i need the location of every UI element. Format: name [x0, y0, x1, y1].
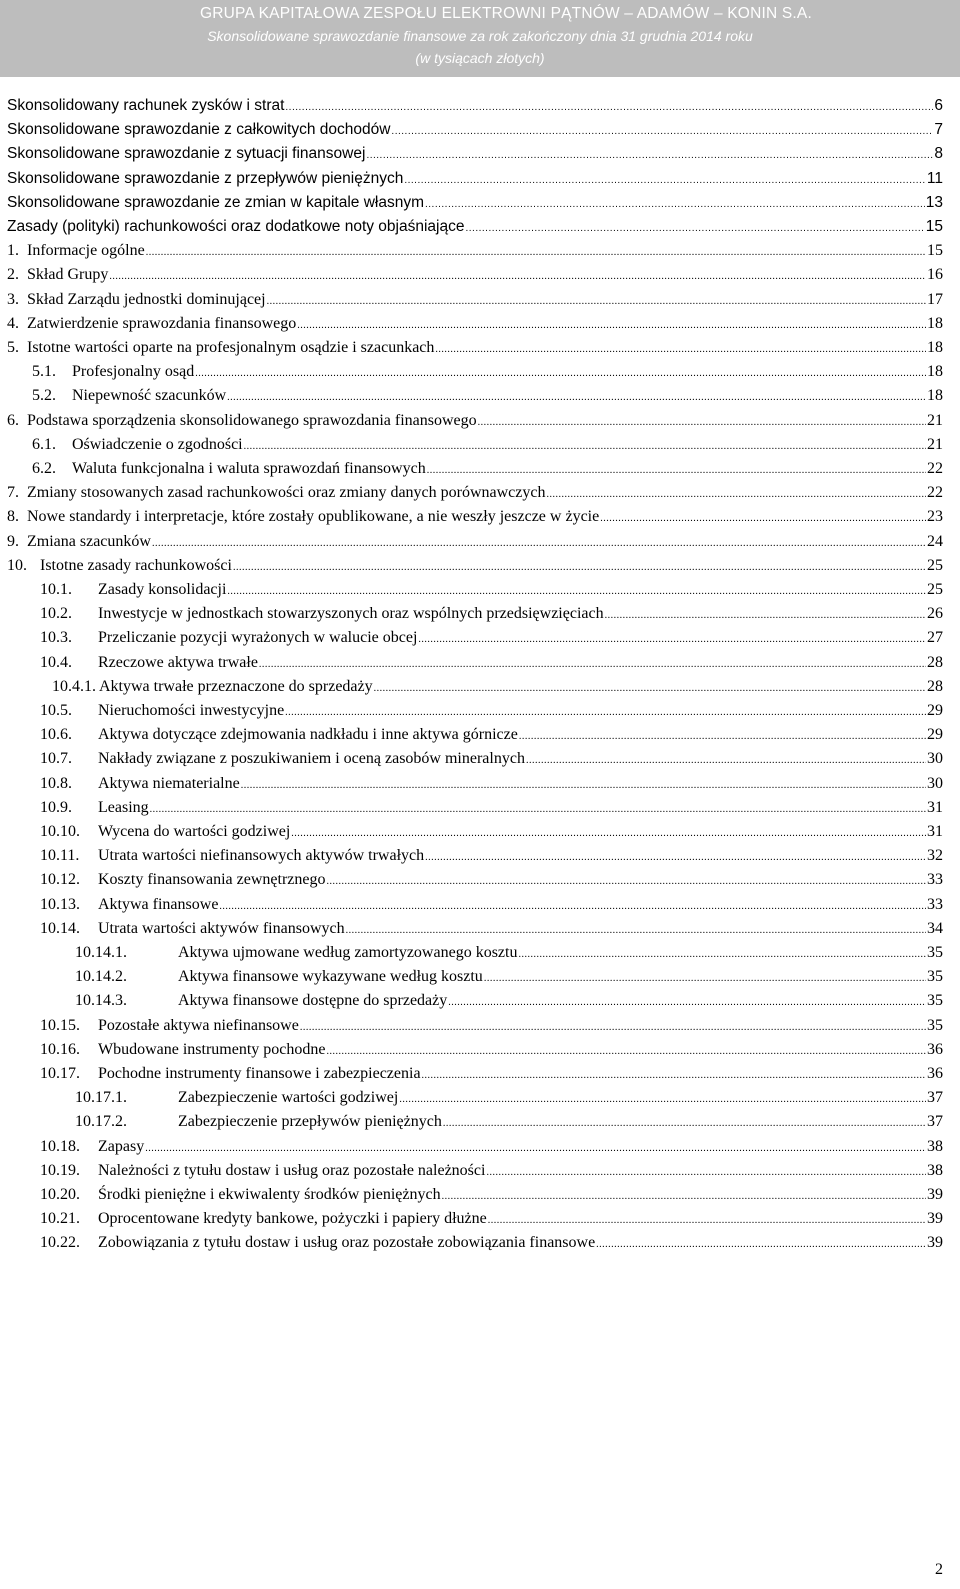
- dot-leader: [422, 1064, 926, 1088]
- toc-entry-number: 10.14.: [40, 919, 80, 937]
- toc-entry-page: 11: [926, 169, 943, 187]
- toc-entry[interactable]: [7, 239, 943, 263]
- toc-entry-title: Pozostałe aktywa niefinansowe: [98, 1016, 299, 1034]
- dot-leader: [300, 1016, 926, 1040]
- units-note: (w tysiącach złotych): [415, 50, 545, 66]
- dot-leader: [285, 96, 933, 120]
- dot-leader: [327, 1040, 927, 1064]
- toc-entry-number: 10.20.: [40, 1186, 80, 1203]
- toc-entry[interactable]: [40, 602, 943, 626]
- toc-entry[interactable]: [40, 578, 943, 602]
- toc-entry[interactable]: [7, 505, 943, 529]
- toc-entry-title: Waluta funkcjonalna i waluta sprawozdań finansowych: [72, 460, 426, 477]
- toc-entry-page: 21: [927, 435, 943, 453]
- toc-entry-page: 30: [927, 774, 943, 792]
- toc-entry-number: 10.17.1.: [75, 1089, 127, 1107]
- toc-entry-title: Skonsolidowane sprawozdanie z sytuacji finansowej: [7, 145, 366, 163]
- dot-leader: [241, 774, 926, 798]
- dot-leader: [442, 1185, 926, 1209]
- toc-entry-title: Pochodne instrumenty finansowe i zabezpieczenia: [98, 1065, 421, 1082]
- toc-entry-page: 21: [927, 411, 943, 429]
- toc-entry[interactable]: [40, 893, 943, 917]
- toc-entry-page: 18: [927, 314, 943, 332]
- toc-entry[interactable]: [40, 1038, 943, 1062]
- toc-entry-title: Aktywa finansowe: [98, 895, 219, 913]
- dot-leader: [152, 532, 926, 556]
- toc-entry-page: 16: [927, 266, 943, 284]
- toc-entry[interactable]: [75, 965, 943, 989]
- toc-entry-number: 10.22.: [40, 1234, 80, 1252]
- toc-entry-number: 3.: [7, 290, 19, 308]
- toc-entry[interactable]: [32, 457, 943, 481]
- toc-entry[interactable]: [40, 699, 943, 723]
- toc-entry-number: 10.9.: [40, 798, 72, 816]
- toc-entry-number: 6.2.: [32, 460, 56, 477]
- toc-entry-title: Skonsolidowane sprawozdanie z przepływów pieniężnych: [7, 169, 404, 187]
- toc-entry[interactable]: [7, 263, 943, 287]
- toc-entry-title: Wbudowane instrumenty pochodne: [98, 1040, 326, 1058]
- toc-entry[interactable]: [52, 675, 943, 699]
- toc-entry-number: 10.14.3.: [75, 992, 127, 1010]
- toc-entry[interactable]: [7, 142, 943, 166]
- toc-entry-page: 33: [927, 871, 943, 889]
- toc-entry-title: Istotne zasady rachunkowości: [40, 556, 232, 574]
- toc-entry-page: 29: [927, 726, 943, 744]
- dot-leader: [399, 1088, 926, 1112]
- toc-entry-title: Nowe standardy i interpretacje, które zostały opublikowane, a nie weszły jeszcze w życie: [27, 508, 600, 526]
- toc-entry-page: 35: [927, 944, 943, 961]
- toc-entry[interactable]: [40, 1135, 943, 1159]
- toc-entry-page: 7: [934, 121, 943, 139]
- dot-leader: [391, 120, 933, 144]
- toc-entry[interactable]: [75, 989, 943, 1013]
- toc-entry-number: 10.21.: [40, 1210, 80, 1228]
- toc-entry[interactable]: [40, 1183, 943, 1207]
- toc-entry-title: Aktywa finansowe dostępne do sprzedaży: [178, 992, 448, 1010]
- company-name: GRUPA KAPITAŁOWA ZESPOŁU ELEKTROWNI PĄTNÓW – ADAMÓW – KONIN S.A.: [200, 5, 812, 22]
- dot-leader: [227, 386, 926, 410]
- toc-entry[interactable]: [40, 1231, 943, 1255]
- toc-entry-page: 13: [925, 193, 943, 211]
- dot-leader: [466, 217, 925, 241]
- dot-leader: [518, 943, 926, 967]
- toc-entry-page: 37: [927, 1089, 943, 1107]
- toc-entry-number: 5.2.: [32, 387, 56, 405]
- dot-leader: [195, 362, 926, 386]
- toc-entry-title: Aktywa niematerialne: [98, 774, 240, 792]
- toc-entry-number: 6.1.: [32, 435, 56, 453]
- toc-entry[interactable]: [7, 481, 943, 505]
- toc-entry-page: 32: [927, 847, 943, 865]
- toc-entry-page: 6: [934, 97, 943, 114]
- toc-entry-number: 10.14.2.: [75, 968, 127, 986]
- toc-entry-number: 10.18.: [40, 1137, 80, 1155]
- toc-entry[interactable]: [75, 1086, 943, 1110]
- toc-entry-page: 35: [927, 992, 943, 1010]
- toc-entry-title: Nieruchomości inwestycyjne: [98, 702, 285, 719]
- toc-entry-title: Inwestycje w jednostkach stowarzyszonych oraz wspólnych przedsięwzięciach: [98, 605, 604, 623]
- toc-entry-number: 10.12.: [40, 871, 80, 889]
- dot-leader: [145, 1137, 926, 1161]
- toc-entry-page: 29: [927, 702, 943, 719]
- toc-entry[interactable]: [40, 820, 943, 844]
- toc-entry[interactable]: [40, 1159, 943, 1183]
- toc-entry-title: Przeliczanie pozycji wyrażonych w walucie obcej: [98, 629, 418, 647]
- toc-entry-title: Nakłady związane z poszukiwaniem i oceną zasobów mineralnych: [98, 750, 525, 768]
- toc-entry[interactable]: [7, 118, 943, 142]
- dot-leader: [374, 677, 926, 701]
- toc-entry-number: 10.4.: [40, 653, 72, 671]
- toc-entry-page: 38: [927, 1161, 943, 1179]
- toc-entry-number: 10.1.: [40, 581, 72, 598]
- toc-entry-page: 35: [927, 1016, 943, 1034]
- toc-entry[interactable]: [7, 167, 943, 191]
- toc-entry-page: 30: [927, 750, 943, 768]
- dot-leader: [486, 1161, 926, 1185]
- dot-leader: [291, 822, 926, 846]
- toc-entry-page: 31: [927, 798, 943, 816]
- toc-entry-number: 10.11.: [40, 847, 80, 865]
- toc-entry-title: Aktywa ujmowane według zamortyzowanego kosztu: [178, 944, 518, 961]
- dot-leader: [244, 435, 926, 459]
- toc-entry-page: 38: [927, 1137, 943, 1155]
- toc-entry-page: 31: [927, 823, 943, 840]
- dot-leader: [227, 580, 926, 604]
- dot-leader: [259, 653, 926, 677]
- toc-entry-number: 7.: [7, 484, 19, 502]
- toc-entry[interactable]: [7, 312, 943, 336]
- toc-entry-number: 10.17.2.: [75, 1113, 127, 1131]
- toc-entry-title: Zasady (polityki) rachunkowości oraz dodatkowe noty objaśniające: [7, 218, 465, 235]
- toc-entry-page: 28: [927, 653, 943, 671]
- toc-entry-title: Zobowiązania z tytułu dostaw i usług oraz pozostałe zobowiązania finansowe: [98, 1234, 596, 1252]
- toc-entry-number: 1.: [7, 242, 19, 260]
- toc-entry[interactable]: [40, 868, 943, 892]
- toc-entry[interactable]: [40, 747, 943, 771]
- toc-entry-number: 10.5.: [40, 702, 72, 719]
- toc-entry[interactable]: [40, 772, 943, 796]
- toc-entry-title: Zatwierdzenie sprawozdania finansowego: [27, 314, 297, 332]
- toc-entry-title: Wycena do wartości godziwej: [98, 823, 291, 840]
- toc-entry-number: 10.6.: [40, 726, 72, 744]
- dot-leader: [418, 628, 926, 652]
- dot-leader: [448, 991, 926, 1015]
- toc-entry-number: 8.: [7, 508, 19, 526]
- dot-leader: [233, 556, 926, 580]
- toc-entry-title: Zabezpieczenie wartości godziwej: [178, 1089, 399, 1107]
- toc-entry-title: Zabezpieczenie przepływów pieniężnych: [178, 1113, 442, 1131]
- toc-entry-title: Utrata wartości niefinansowych aktywów trwałych: [98, 847, 425, 865]
- toc-entry-page: 39: [927, 1234, 943, 1252]
- toc-entry[interactable]: [40, 844, 943, 868]
- dot-leader: [109, 265, 926, 289]
- toc-entry-page: 18: [927, 387, 943, 405]
- toc-entry[interactable]: [75, 941, 943, 965]
- toc-entry-page: 39: [927, 1186, 943, 1203]
- toc-entry-number: 2.: [7, 266, 19, 284]
- dot-leader: [425, 846, 926, 870]
- toc-entry-page: 23: [927, 508, 943, 526]
- dot-leader: [519, 725, 926, 749]
- toc-entry-page: 25: [927, 556, 943, 574]
- toc-entry-title: Aktywa finansowe wykazywane według kosztu: [178, 968, 483, 986]
- dot-leader: [267, 290, 926, 314]
- toc-entry-page: 33: [927, 895, 943, 913]
- toc-entry-title: Niepewność szacunków: [72, 387, 227, 405]
- toc-entry[interactable]: [7, 215, 943, 239]
- toc-entry[interactable]: [7, 409, 943, 433]
- toc-entry[interactable]: [7, 288, 943, 312]
- toc-entry[interactable]: [40, 1207, 943, 1231]
- dot-leader: [150, 798, 926, 822]
- toc-entry[interactable]: [40, 626, 943, 650]
- toc-entry-number: 5.: [7, 339, 19, 356]
- toc-entry-title: Oprocentowane kredyty bankowe, pożyczki i papiery dłużne: [98, 1210, 487, 1228]
- toc-entry-title: Zmiany stosowanych zasad rachunkowości oraz zmiany danych porównawczych: [27, 484, 546, 502]
- toc-entry[interactable]: [7, 554, 943, 578]
- toc-entry-page: 39: [927, 1210, 943, 1228]
- toc-entry-number: 10.3.: [40, 629, 72, 647]
- dot-leader: [600, 507, 926, 531]
- page-number: 2: [935, 1561, 943, 1578]
- dot-leader: [484, 967, 926, 991]
- dot-leader: [297, 314, 926, 338]
- toc-entry[interactable]: [40, 651, 943, 675]
- dot-leader: [526, 749, 926, 773]
- toc-entry-number: 10.4.1.: [52, 677, 96, 695]
- dot-leader: [326, 870, 926, 894]
- toc-entry-page: 36: [927, 1040, 943, 1058]
- toc-entry-title: Zapasy: [98, 1137, 145, 1155]
- toc-entry-number: 10.14.1.: [75, 944, 127, 961]
- toc-entry-title: Skład Grupy: [27, 266, 109, 284]
- toc-entry-title: Zasady konsolidacji: [98, 581, 227, 598]
- toc-entry[interactable]: [40, 723, 943, 747]
- toc-entry-number: 9.: [7, 532, 19, 550]
- toc-entry-title: Koszty finansowania zewnętrznego: [98, 871, 326, 889]
- dot-leader: [404, 169, 926, 193]
- toc-entry-page: 22: [927, 484, 943, 502]
- toc-entry-number: 10.15.: [40, 1016, 80, 1034]
- toc-entry[interactable]: [32, 384, 943, 408]
- toc-entry-number: 10.13.: [40, 895, 80, 913]
- dot-leader: [427, 459, 926, 483]
- toc-entry-number: 10.7.: [40, 750, 72, 768]
- dot-leader: [596, 1233, 926, 1257]
- toc-entry[interactable]: [40, 796, 943, 820]
- toc-entry-title: Skład Zarządu jednostki dominującej: [27, 290, 266, 308]
- toc-entry-number: 10.16.: [40, 1040, 80, 1058]
- toc-entry-number: 5.1.: [32, 363, 56, 381]
- dot-leader: [366, 144, 933, 168]
- dot-leader: [605, 604, 926, 628]
- toc-entry-number: 10.: [7, 556, 27, 574]
- toc-entry-page: 28: [927, 677, 943, 695]
- dot-leader: [346, 919, 926, 943]
- dot-leader: [285, 701, 926, 725]
- toc-entry-title: Skonsolidowany rachunek zysków i strat: [7, 97, 285, 114]
- toc-entry[interactable]: [7, 191, 943, 215]
- toc-entry-page: 18: [927, 363, 943, 381]
- dot-leader: [478, 411, 926, 435]
- dot-leader: [146, 241, 926, 265]
- toc-entry-title: Profesjonalny osąd: [72, 363, 195, 381]
- toc-entry-title: Środki pieniężne i ekwiwalenty środków pieniężnych: [98, 1186, 441, 1203]
- toc-entry-title: Utrata wartości aktywów finansowych: [98, 919, 345, 937]
- toc-entry-page: 15: [927, 242, 943, 260]
- toc-entry-page: 22: [927, 460, 943, 477]
- dot-leader: [435, 338, 926, 362]
- toc-entry-number: 10.19.: [40, 1161, 80, 1179]
- toc-entry[interactable]: [32, 433, 943, 457]
- toc-entry-page: 18: [927, 339, 943, 356]
- toc-entry-page: 27: [927, 629, 943, 647]
- toc-entry-page: 8: [934, 145, 943, 163]
- toc-entry-number: 10.10.: [40, 823, 80, 840]
- dot-leader: [546, 483, 926, 507]
- toc-entry-number: 10.17.: [40, 1065, 80, 1082]
- toc-entry-number: 10.2.: [40, 605, 72, 623]
- toc-entry-title: Podstawa sporządzenia skonsolidowanego sprawozdania finansowego: [27, 411, 477, 429]
- toc-entry-page: 36: [927, 1065, 943, 1082]
- toc-entry-page: 34: [927, 919, 943, 937]
- toc-entry-title: Informacje ogólne: [27, 242, 145, 260]
- toc-entry-page: 26: [927, 605, 943, 623]
- toc-entry[interactable]: [75, 1110, 943, 1134]
- dot-leader: [488, 1209, 926, 1233]
- toc-entry-title: Należności z tytułu dostaw i usług oraz pozostałe należności: [98, 1161, 486, 1179]
- toc-entry-number: 6.: [7, 411, 19, 429]
- toc-entry-title: Istotne wartości oparte na profesjonalnym osądzie i szacunkach: [27, 339, 435, 356]
- toc-entry-page: 15: [925, 218, 943, 235]
- dot-leader: [219, 895, 926, 919]
- toc-entry-title: Aktywa dotyczące zdejmowania nadkładu i inne aktywa górnicze: [98, 726, 518, 744]
- toc-entry-number: 10.8.: [40, 774, 72, 792]
- document-header: [0, 0, 960, 77]
- report-subtitle: Skonsolidowane sprawozdanie finansowe za rok zakończony dnia 31 grudnia 2014 roku: [207, 28, 753, 44]
- toc-entry-title: Rzeczowe aktywa trwałe: [98, 653, 258, 671]
- toc-entry-page: 17: [927, 290, 943, 308]
- toc-entry-page: 35: [927, 968, 943, 986]
- toc-entry-title: Skonsolidowane sprawozdanie ze zmian w kapitale własnym: [7, 193, 424, 211]
- toc-entry-page: 25: [927, 581, 943, 598]
- toc-entry[interactable]: [7, 94, 943, 118]
- toc-entry-page: 37: [927, 1113, 943, 1131]
- toc-entry-title: Skonsolidowane sprawozdanie z całkowitych dochodów: [7, 121, 391, 139]
- dot-leader: [425, 193, 925, 217]
- toc-entry-page: 24: [927, 532, 943, 550]
- toc-entry-title: Aktywa trwałe przeznaczone do sprzedaży: [99, 677, 373, 695]
- toc-entry-title: Zmiana szacunków: [27, 532, 151, 550]
- toc-entry-title: Leasing: [98, 798, 149, 816]
- toc-entry[interactable]: [40, 1062, 943, 1086]
- toc-entry[interactable]: [40, 1014, 943, 1038]
- dot-leader: [443, 1112, 926, 1136]
- toc-entry-title: Oświadczenie o zgodności: [72, 435, 243, 453]
- toc-entry[interactable]: [40, 917, 943, 941]
- toc-entry-number: 4.: [7, 314, 19, 332]
- toc-entry[interactable]: [7, 530, 943, 554]
- toc-entry[interactable]: [32, 360, 943, 384]
- toc-entry[interactable]: [7, 336, 943, 360]
